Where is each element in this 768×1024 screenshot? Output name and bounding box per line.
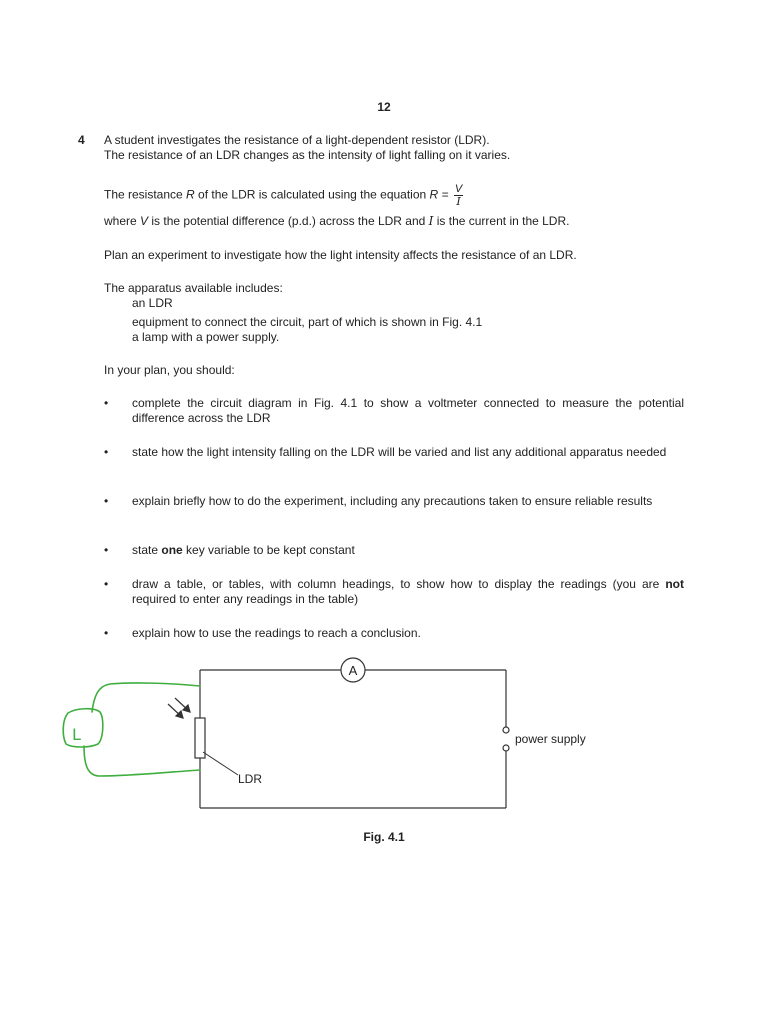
bullet-text-bold: not xyxy=(665,577,684,591)
equation-lhs: R = xyxy=(429,187,452,202)
question-number: 4 xyxy=(78,133,85,147)
power-supply-label: power supply xyxy=(515,732,586,746)
bullet-text-post: key variable to be kept constant xyxy=(182,543,355,557)
where-part-1: where xyxy=(104,214,141,228)
ldr-label: LDR xyxy=(238,772,263,786)
intro-line-1: A student investigates the resistance of a light-dependent resistor (LDR). xyxy=(104,133,490,147)
hand-meter-box xyxy=(63,709,103,747)
bullet-item: state how the light intensity falling on the LDR will be varied and list any additional apparatus needed xyxy=(132,445,667,459)
circuit-wires xyxy=(200,670,506,808)
bullet-dot: • xyxy=(104,494,109,508)
bullet-text-bold: one xyxy=(161,543,183,557)
where-part-3: is the current in the LDR. xyxy=(433,214,570,228)
symbol-i: I xyxy=(428,214,434,228)
bullet-text-pre: state xyxy=(132,543,162,557)
bullet-item: complete the circuit diagram in Fig. 4.1 to show a voltmeter connected to measure the potential difference across the LDR xyxy=(132,396,684,425)
ammeter-label: A xyxy=(348,663,358,678)
apparatus-item: equipment to connect the circuit, part of which is shown in Fig. 4.1 xyxy=(132,315,483,329)
hand-wire-bottom xyxy=(84,746,200,776)
plan-heading: In your plan, you should: xyxy=(104,363,235,377)
apparatus-heading: The apparatus available includes: xyxy=(104,281,283,295)
bullet-text-post: required to enter any readings in the table) xyxy=(132,592,359,606)
plan-line: Plan an experiment to investigate how the light intensity affects the resistance of an LDR. xyxy=(104,248,577,262)
handwritten-label: L xyxy=(72,725,81,744)
bullet-dot: • xyxy=(104,577,109,591)
handwritten-voltmeter-sketch xyxy=(63,683,200,776)
bullet-dot: • xyxy=(104,626,109,640)
bullet-dot: • xyxy=(104,396,109,410)
apparatus-item: a lamp with a power supply. xyxy=(132,330,280,344)
bullet-text-pre: draw a table, or tables, with column headings, to show how to display the readings (you are xyxy=(132,577,666,591)
figure-caption: Fig. 4.1 xyxy=(363,830,405,844)
intro-line-2: The resistance of an LDR changes as the intensity of light falling on it varies. xyxy=(104,148,511,162)
ldr-leader-line xyxy=(203,752,238,775)
symbol-r: R xyxy=(186,187,195,202)
bullet-item: explain how to use the readings to reach a conclusion. xyxy=(132,626,421,640)
symbol-v: V xyxy=(140,214,149,228)
power-terminal-bottom xyxy=(503,745,509,751)
bullet-dot: • xyxy=(104,543,109,557)
bullet-item: explain briefly how to do the experiment, including any precautions taken to ensure reliable results xyxy=(132,494,653,508)
hand-wire-top xyxy=(92,683,200,712)
where-part-2: is the potential difference (p.d.) across the LDR and xyxy=(148,214,429,228)
fraction-numerator: V xyxy=(454,183,463,195)
power-terminal-top xyxy=(503,727,509,733)
equation-middle: of the LDR is calculated using the equation xyxy=(194,187,430,202)
bullet-dot: • xyxy=(104,445,109,459)
fraction-denominator: I xyxy=(456,195,461,208)
light-arrows-icon xyxy=(168,698,190,718)
apparatus-item: an LDR xyxy=(132,296,173,310)
page-number: 12 xyxy=(377,100,391,114)
equation-prefix: The resistance xyxy=(104,187,187,202)
